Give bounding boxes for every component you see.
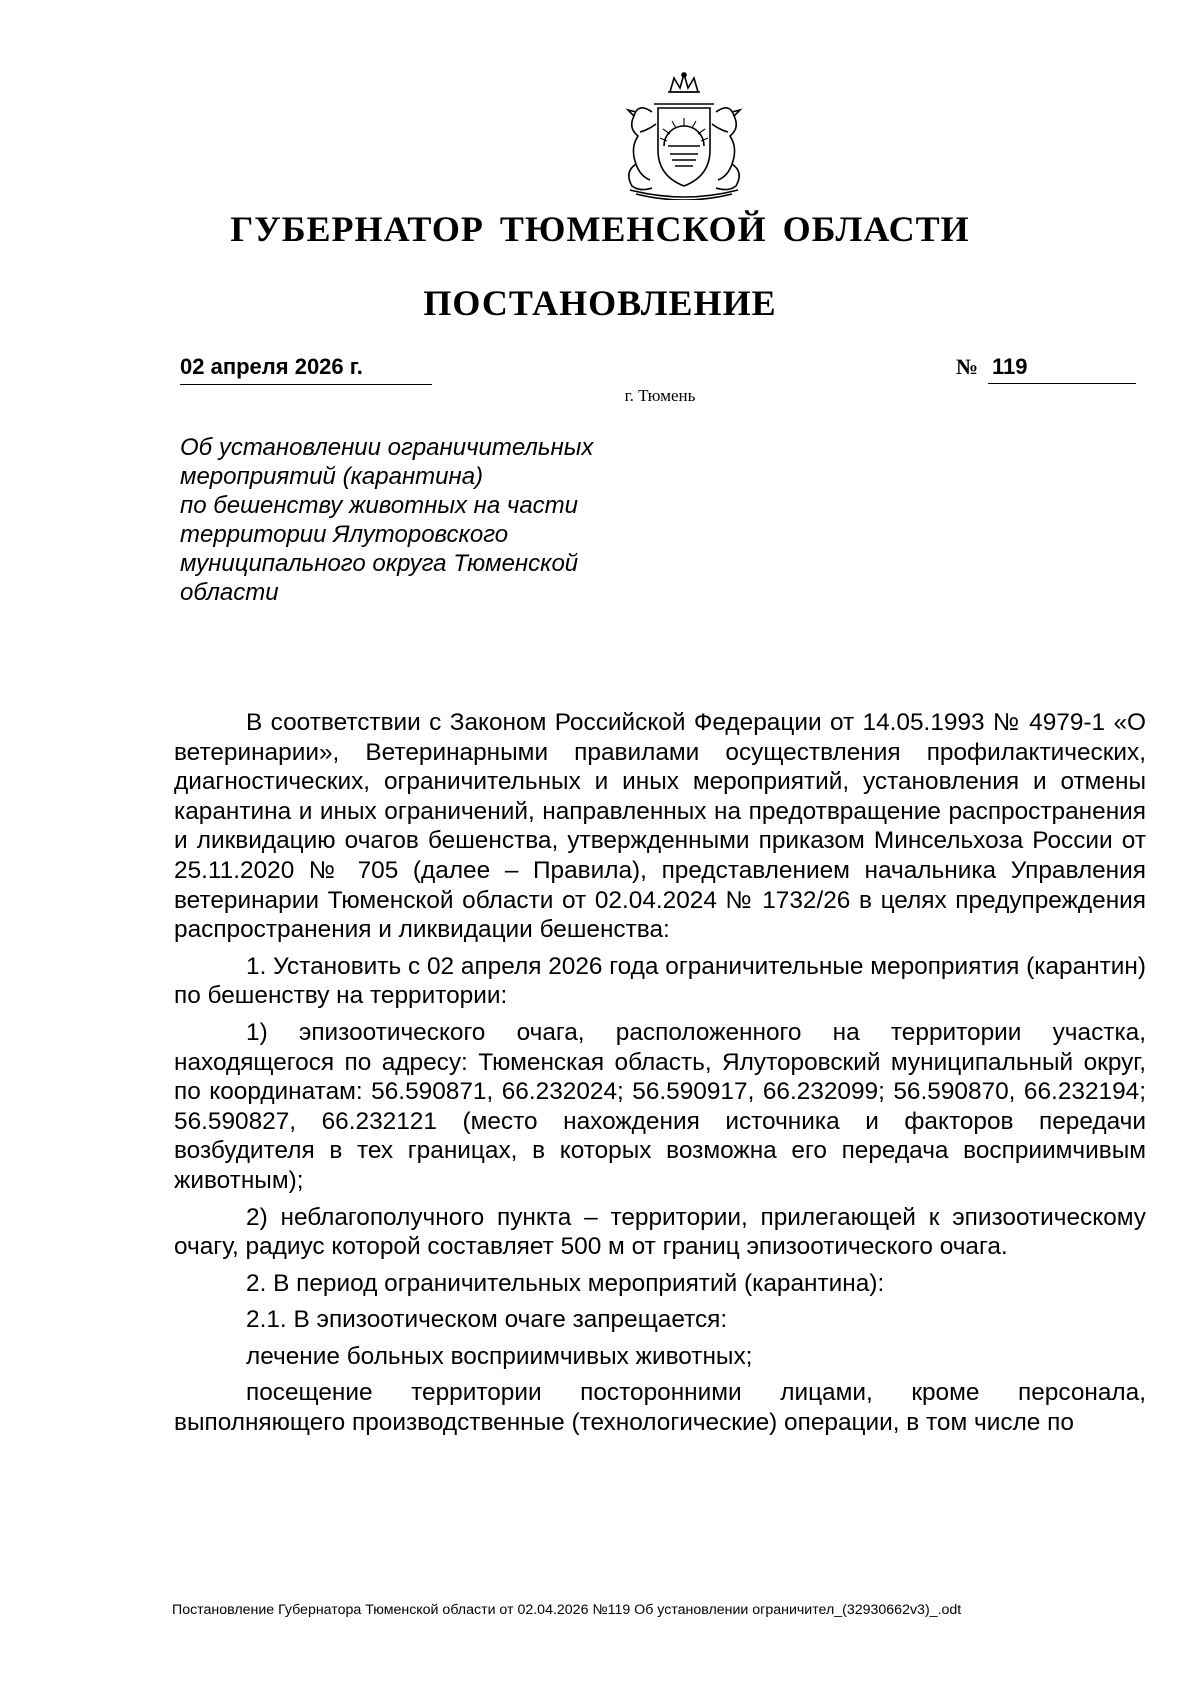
document-date: 02 апреля 2026 г.: [180, 354, 432, 385]
document-city: г. Тюмень: [624, 386, 696, 405]
item-1-1-paragraph: 1) эпизоотического очага, расположенного на территории участка, находящегося по адресу: Тюменская область, Ялуторовский муниципальный округ, по координатам: 56.590871, 66.232024; 56.590917, 66.232099; 56.590870, 66.232194; 56.590827, 66.232121 (место нахождения источника и факторов передачи возбудителя в тех границах, в которых возможна его передача восприимчивым животным);: [174, 1018, 1146, 1194]
document-type-title: ПОСТАНОВЛЕНИЕ: [423, 283, 777, 323]
item-1-paragraph: 1. Установить с 02 апреля 2026 года ограничительные мероприятия (карантин) по бешенству на территории:: [174, 952, 1146, 1010]
item-2-paragraph: 2. В период ограничительных мероприятий (карантина):: [246, 1269, 885, 1297]
preamble-paragraph: В соответствии с Законом Российской Федерации от 14.05.1993 № 4979-1 «О ветеринарии», Ветеринарными правилами осуществления профилактических, диагностических, ограничительных и иных мероприятий, установления и отмены карантина и иных ограничений, направленных на предотвращение распространения и ликвидацию очагов бешенства, утвержденными приказом Минсельхоза России от 25.11.2020 № 705 (далее – Правила), представлением начальника Управления ветеринарии Тюменской области от 02.04.2024 № 1732/26 в целях предупреждения распространения и ликвидации бешенства:: [174, 709, 1146, 944]
document-body: [174, 708, 1146, 1438]
document-number: 119: [988, 354, 1136, 384]
item-2-1-b-paragraph: посещение территории посторонними лицами, кроме персонала, выполняющего производственные (технологические) операции, в том числе по: [174, 1379, 1146, 1437]
page-footer: Постановление Губернатора Тюменской области от 02.04.2026 №119 Об установлении ограничител_(32930662v3)_.odt: [172, 1602, 962, 1618]
org-title: ГУБЕРНАТОР ТЮМЕНСКОЙ ОБЛАСТИ: [230, 209, 970, 249]
subject-line: области: [180, 579, 279, 606]
coat-of-arms-icon: [594, 72, 774, 200]
number-sign: №: [956, 354, 979, 379]
subject-line: по бешенству животных на части: [180, 492, 579, 519]
document-subject: [180, 433, 650, 607]
item-2-1-a-paragraph: лечение больных восприимчивых животных;: [246, 1342, 753, 1370]
subject-line: муниципального округа Тюменской: [180, 550, 579, 577]
subject-line: территории Ялуторовского: [180, 521, 509, 548]
subject-line: Об установлении ограничительных: [180, 434, 594, 461]
item-2-1-paragraph: 2.1. В эпизоотическом очаге запрещается:: [246, 1306, 728, 1334]
item-1-2-paragraph: 2) неблагополучного пункта – территории, прилегающей к эпизоотическому очагу, радиус которой составляет 500 м от границ эпизоотического очага.: [174, 1203, 1146, 1261]
subject-line: мероприятий (карантина): [180, 463, 484, 490]
